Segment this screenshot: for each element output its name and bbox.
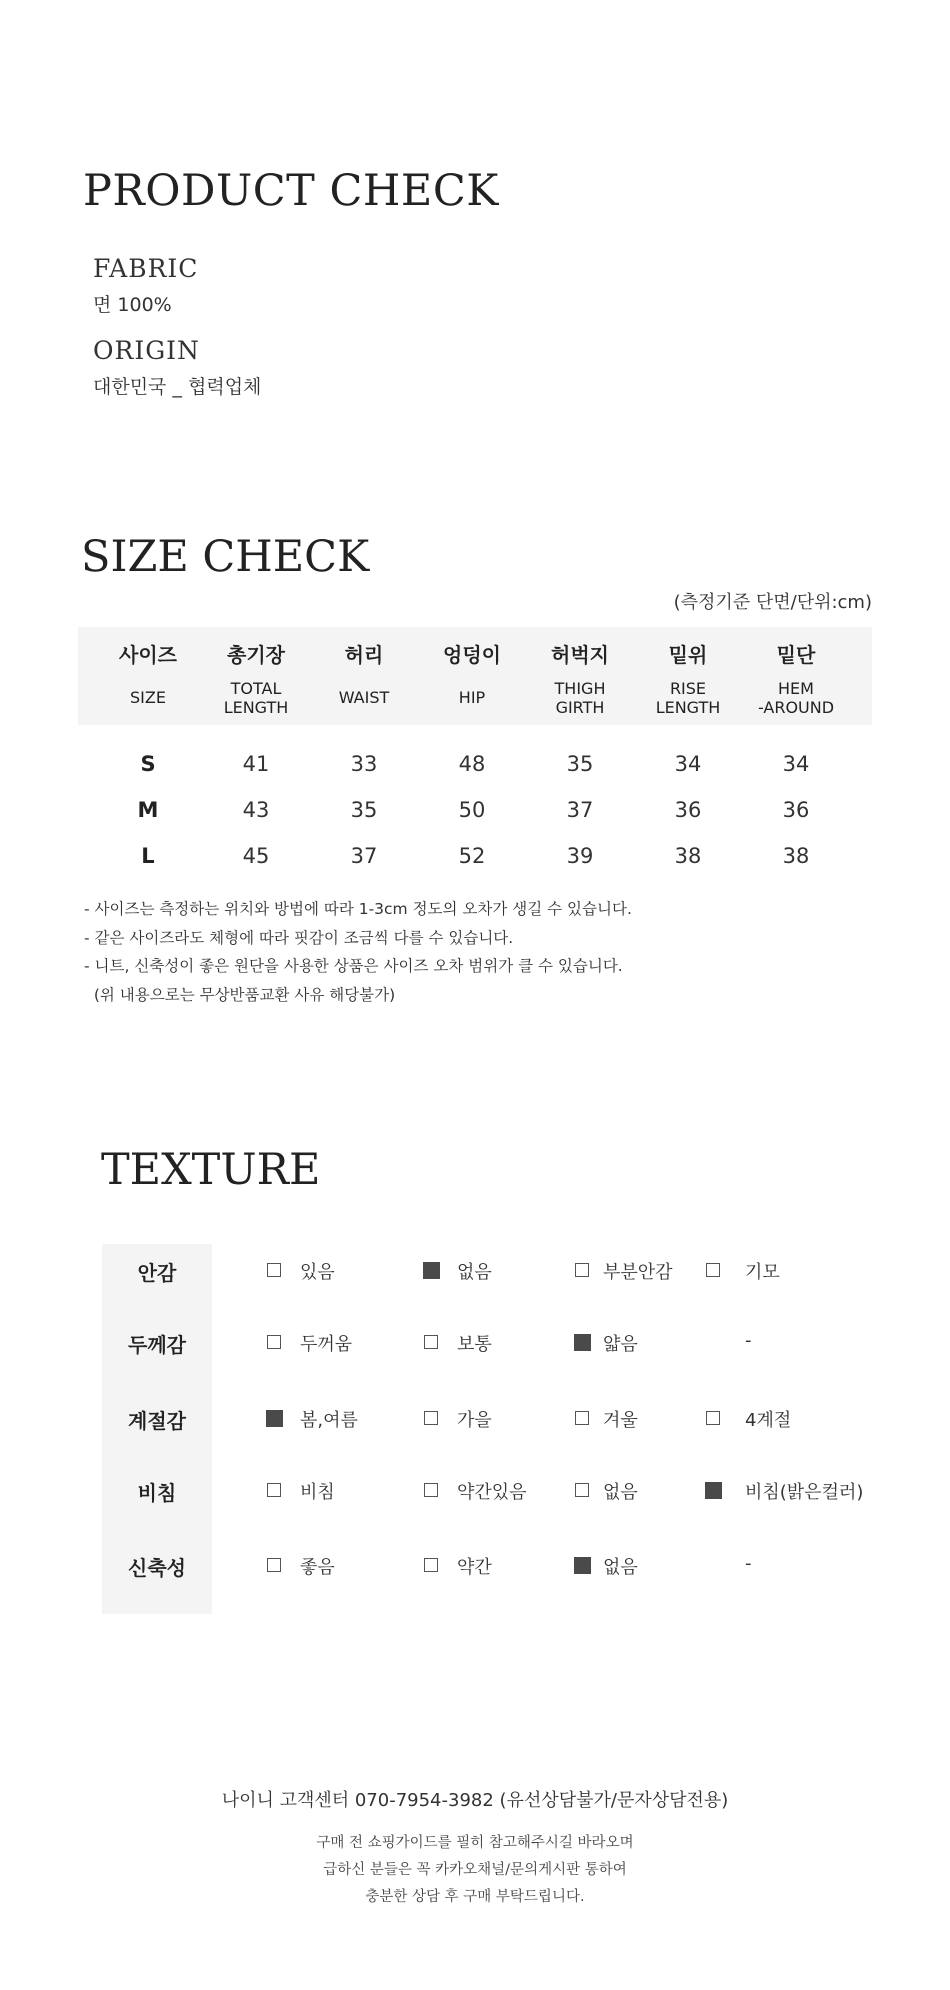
texture-checkbox[interactable]: [267, 1483, 281, 1497]
texture-row-label: 두께감: [128, 1333, 186, 1357]
texture-option-label: 두꺼움: [300, 1334, 353, 1355]
texture-option-label: 4계절: [745, 1410, 792, 1431]
texture-option-label: 좋음: [300, 1557, 335, 1578]
texture-checkbox[interactable]: [575, 1411, 589, 1425]
texture-checkbox[interactable]: [706, 1263, 720, 1277]
texture-option-label: 비침: [300, 1482, 335, 1503]
size-header-en-line: -AROUND: [757, 698, 835, 717]
size-value: 36: [674, 798, 702, 822]
texture-option-label: 있음: [300, 1262, 335, 1283]
texture-option-label: 약간: [457, 1557, 492, 1578]
texture-option-label: 기모: [745, 1262, 780, 1283]
fabric-value: 면 100%: [93, 294, 172, 316]
texture-checkbox[interactable]: [424, 1335, 438, 1349]
size-value: 35: [566, 752, 594, 776]
size-value: 35: [350, 798, 378, 822]
size-header-ko-5: 밑위: [668, 643, 708, 667]
size-note-line: - 니트, 신축성이 좋은 원단을 사용한 상품은 사이즈 오차 범위가 클 수 있습니다.: [84, 957, 623, 975]
customer-center-info: 나이니 고객센터 070-7954-3982 (유선상담불가/문자상담전용): [221, 1790, 729, 1811]
size-header-en-2: [310, 688, 418, 707]
texture-row-label: 신축성: [128, 1556, 186, 1580]
texture-checkbox[interactable]: [424, 1411, 438, 1425]
size-value: 50: [458, 798, 486, 822]
size-value: 41: [242, 752, 270, 776]
size-value: 39: [566, 844, 594, 868]
texture-row-label: 안감: [137, 1261, 177, 1285]
size-label: L: [141, 844, 155, 868]
size-value: 34: [782, 752, 810, 776]
size-header-en-line: THIGH: [554, 679, 606, 698]
texture-checkbox[interactable]: [574, 1334, 591, 1351]
texture-option-label: 없음: [603, 1482, 638, 1503]
size-header-en-5: [634, 679, 742, 717]
size-value: 38: [782, 844, 810, 868]
unit-note: (측정기준 단면/단위:cm): [673, 592, 872, 613]
texture-option-label: 없음: [457, 1262, 492, 1283]
size-value: 33: [350, 752, 378, 776]
size-header-ko-0: 사이즈: [119, 643, 177, 667]
texture-checkbox[interactable]: [267, 1263, 281, 1277]
texture-checkbox[interactable]: [267, 1558, 281, 1572]
size-header-en-line: SIZE: [130, 688, 166, 707]
size-value: 37: [566, 798, 594, 822]
texture-option-label: -: [745, 1330, 752, 1351]
texture-checkbox[interactable]: [267, 1335, 281, 1349]
texture-checkbox[interactable]: [575, 1263, 589, 1277]
texture-option-label: 없음: [603, 1557, 638, 1578]
size-note-line: (위 내용으로는 무상반품교환 사유 해당불가): [84, 985, 396, 1004]
size-value: 43: [242, 798, 270, 822]
texture-option-label: -: [745, 1553, 752, 1574]
size-value: 45: [242, 844, 270, 868]
size-header-ko-3: 엉덩이: [443, 643, 501, 667]
footer-line-1: 구매 전 쇼핑가이드를 필히 참고해주시길 바라오며: [316, 1835, 634, 1851]
texture-checkbox[interactable]: [574, 1557, 591, 1574]
origin-label: ORIGIN: [93, 336, 200, 365]
size-value: 48: [458, 752, 486, 776]
size-value: 36: [782, 798, 810, 822]
size-header-ko-6: 밑단: [776, 643, 816, 667]
size-header-en-1: [202, 679, 310, 717]
size-label: M: [137, 798, 159, 822]
size-notes: [84, 895, 632, 1009]
size-note-line: - 같은 사이즈라도 체형에 따라 핏감이 조금씩 다를 수 있습니다.: [84, 928, 514, 947]
size-header-ko-2: 허리: [344, 643, 384, 667]
texture-checkbox[interactable]: [424, 1483, 438, 1497]
size-header-en-line: WAIST: [338, 688, 390, 707]
texture-checkbox[interactable]: [575, 1483, 589, 1497]
texture-option-label: 가을: [457, 1410, 492, 1431]
texture-checkbox[interactable]: [424, 1558, 438, 1572]
fabric-label: FABRIC: [93, 254, 199, 283]
size-value: 34: [674, 752, 702, 776]
size-note-line: - 사이즈는 측정하는 위치와 방법에 따라 1-3cm 정도의 오차가 생길 수 있습니다.: [84, 900, 632, 918]
size-header-en-line: HIP: [458, 688, 486, 707]
texture-option-label: 얇음: [603, 1334, 638, 1355]
texture-row-label: 계절감: [128, 1409, 186, 1433]
size-value: 38: [674, 844, 702, 868]
texture-title: TEXTURE: [101, 1145, 321, 1195]
texture-checkbox[interactable]: [705, 1482, 722, 1499]
size-value: 37: [350, 844, 378, 868]
size-check-title: SIZE CHECK: [81, 532, 370, 582]
size-table-header: [78, 627, 872, 725]
size-header-ko-1: 총기장: [227, 643, 285, 667]
texture-checkbox[interactable]: [266, 1410, 283, 1427]
size-header-en-line: HEM: [778, 679, 814, 698]
size-header-en-3: [418, 688, 526, 707]
size-header-en-0: [94, 688, 202, 707]
texture-option-label: 봄,여름: [300, 1410, 358, 1431]
size-value: 52: [458, 844, 486, 868]
footer-line-2: 급하신 분들은 꼭 카카오채널/문의게시판 통하여: [323, 1862, 627, 1878]
size-header-ko-4: 허벅지: [551, 643, 609, 667]
size-header-en-line: TOTAL: [230, 679, 282, 698]
size-header-en-line: LENGTH: [223, 698, 289, 717]
product-check-title: PRODUCT CHECK: [83, 166, 499, 216]
texture-option-label: 보통: [457, 1334, 492, 1355]
texture-option-label: 약간있음: [457, 1482, 527, 1503]
texture-checkbox[interactable]: [706, 1411, 720, 1425]
origin-value: 대한민국 _ 협력업체: [93, 376, 262, 398]
texture-checkbox[interactable]: [423, 1262, 440, 1279]
texture-option-label: 비침(밝은컬러): [745, 1482, 864, 1503]
texture-option-label: 겨울: [603, 1410, 638, 1431]
size-header-en-4: [526, 679, 634, 717]
size-header-en-line: RISE: [669, 679, 707, 698]
footer-line-3: 충분한 상담 후 구매 부탁드립니다.: [365, 1889, 585, 1905]
texture-option-label: 부분안감: [603, 1262, 673, 1283]
size-header-en-6: [742, 679, 850, 717]
size-header-en-line: GIRTH: [555, 698, 605, 717]
size-header-en-line: LENGTH: [655, 698, 721, 717]
texture-row-label: 비침: [137, 1481, 177, 1505]
size-label: S: [140, 752, 156, 776]
